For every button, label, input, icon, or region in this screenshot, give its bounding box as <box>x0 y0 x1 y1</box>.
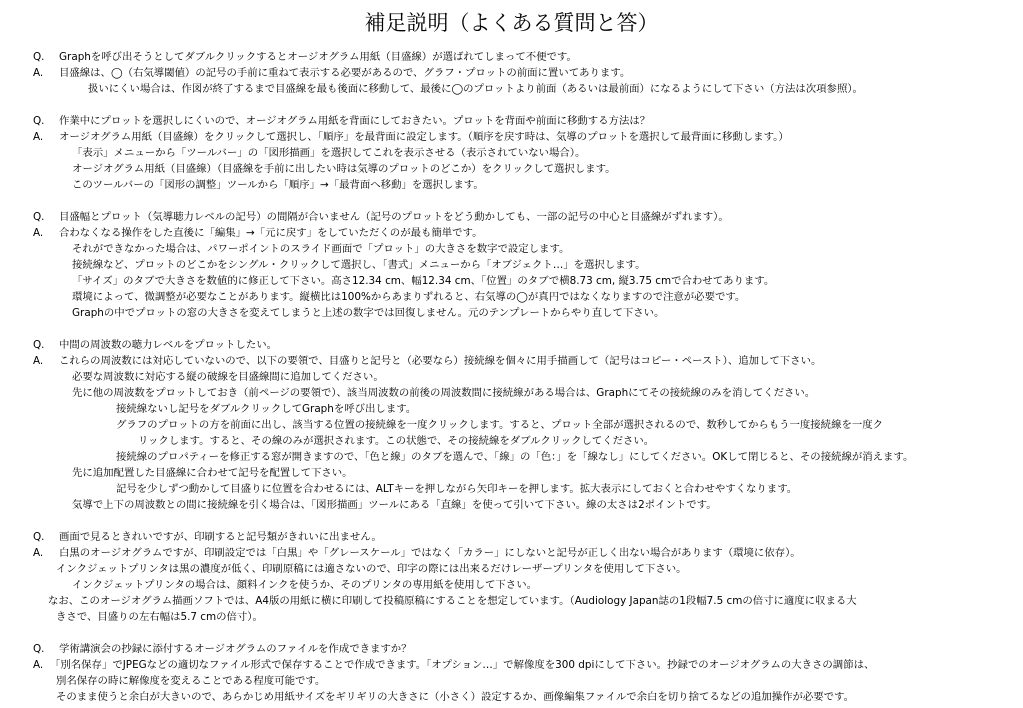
page-title: 補足説明（よくある質問と答） <box>364 11 659 35</box>
question-text: 目盛幅とプロット（気導聴力レベルの記号）の間隔が合いません（記号のプロットをどう動かしても、一部の記号の中心と目盛線がずれます）。 <box>59 211 729 223</box>
answer-5-line-2: インクジェットプリンタは黒の濃度が低く、印刷原稿には適さないので、印字の際には出来るだけレーザープリンタを使用して下さい。 <box>56 563 687 575</box>
a-marker: A. <box>33 131 44 143</box>
q-marker: Q. <box>33 339 45 351</box>
answer-5-line-5: きさで、目盛りの左右幅は5.7 cmの倍寸）。 <box>56 611 263 623</box>
question-1 <box>33 50 577 65</box>
q-marker: Q. <box>33 211 45 223</box>
answer-text: 目盛線は、◯（右気導閾値）の記号の手前に重ねて表示する必要があるので、グラフ・プロットの前面に置いてあります。 <box>59 67 631 79</box>
question-5 <box>33 530 382 545</box>
answer-4-line-9: 記号を少しずつ動かして目盛りに位置を合わせるには、ALTキーを押しながら矢印キーを押します。拡大表示にしておくと合わせやすくなります。 <box>116 483 798 495</box>
a-marker: A. <box>33 355 44 367</box>
answer-2-line-3: オージオグラム用紙（目盛線）（目盛線を手前に出したい時は気導のプロットのどこか）をクリックして選択します。 <box>72 163 616 175</box>
a-marker: A. <box>33 547 44 559</box>
answer-5-line-4: なお、このオージオグラム描画ソフトでは、A4版の用紙に横に印刷して投稿原稿にすることを想定しています。（Audiology Japan誌の1段幅7.5 cmの倍寸に適度に収まる大 <box>48 595 857 607</box>
answer-3-line-4: 「サイズ」のタブで大きさを数値的に修正して下さい。高さ12.34 cm、幅12.34 cm、「位置」のタブで横8.73 cm, 縦3.75 cmで合わせてあります。 <box>72 275 775 287</box>
answer-text: 白黒のオージオグラムですが、印刷設定では「白黒」や「グレースケール」ではなく「カラー」にしないと記号が正しく出ない場合があります（環境に依存）。 <box>59 547 801 559</box>
answer-4-line-10: 気導で上下の周波数との間に接続線を引く場合は、「図形描画」ツールにある「直線」を使って引いて下さい。線の太さは2ポイントです。 <box>72 499 717 511</box>
answer-3-line-1 <box>33 226 483 241</box>
answer-3-line-6: Graphの中でプロットの窓の大きさを変えてしまうと上述の数字では回復しません。元のテンプレートからやり直して下さい。 <box>72 307 665 319</box>
answer-3-line-3: 接続線など、プロットのどこかをシングル・クリックして選択し、「書式」メニューから「オブジェクト…」を選択します。 <box>72 259 646 271</box>
question-text: 学術講演会の抄録に添付するオージオグラムのファイルを作成できますか？ <box>59 643 412 655</box>
answer-2-line-2: 「表示」メニューから「ツールバー」の「図形描画」を選択してこれを表示させる（表示されていない場合）。 <box>72 147 586 159</box>
answer-4-line-1 <box>33 354 821 369</box>
answer-2-line-4: このツールバーの「図形の調整」ツールから「順序」→「最背面へ移動」を選択します。 <box>72 179 484 191</box>
answer-text: これらの周波数には対応していないので、以下の要領で、目盛りと記号と（必要なら）接続線を個々に用手描画して（記号はコピー・ペースト）、追加して下さい。 <box>59 355 822 367</box>
answer-1-line-2: 扱いにくい場合は、作図が終了するまで目盛線を最も後面に移動して、最後に◯のプロットより前面（あるいは最前面）になるようにして下さい（方法は次項参照）。 <box>88 83 863 95</box>
answer-text: 「別名保存」でJPEGなどの適切なファイル形式で保存することで作成できます。「オプション…」で解像度を300 dpiにして下さい。抄録でのオージオグラムの大きさの調節は、 <box>50 659 875 671</box>
question-6 <box>33 642 412 657</box>
answer-4-line-8: 先に追加配置した目盛線に合わせて記号を配置して下さい。 <box>72 467 353 479</box>
answer-1-line-1 <box>33 66 630 81</box>
question-4 <box>33 338 277 353</box>
answer-4-line-2: 必要な周波数に対応する縦の破線を目盛線間に追加してください。 <box>72 371 384 383</box>
answer-3-line-2: それができなかった場合は、パワーポイントのスライド画面で「プロット」の大きさを数字で設定します。 <box>72 243 570 255</box>
answer-4-line-3: 先に他の周波数をプロットしておき（前ページの要領で）、該当周波数の前後の周波数間に接続線がある場合は、Graphにてその接続線のみを消してください。 <box>72 387 816 399</box>
answer-2-line-1 <box>33 130 789 145</box>
answer-4-line-7: 接続線のプロパティーを修正する窓が開きますので、「色と線」のタブを選んで、「線」の「色：」を「線なし」にしてください。OKして閉じると、その接続線が消えます。 <box>116 451 914 463</box>
question-text: 作業中にプロットを選択しにくいので、オージオグラム用紙を背面にしておきたい。プロットを背面や前面に移動する方法は？ <box>59 115 651 127</box>
question-text: Graphを呼び出そうとしてダブルクリックするとオージオグラム用紙（目盛線）が選ばれてしまって不便です。 <box>59 51 577 63</box>
question-text: 画面で見るときれいですが、印刷すると記号類がきれいに出ません。 <box>59 531 382 543</box>
answer-5-line-3: インクジェットプリンタの場合は、顔料インクを使うか、そのプリンタの専用紙を使用して下さい。 <box>72 579 537 591</box>
answer-text: オージオグラム用紙（目盛線）をクリックして選択し、「順序」を最背面に設定します。（順序を戻す時は、気導のプロットを選択して最背面に移動します。） <box>59 131 789 143</box>
a-marker: A. <box>33 659 44 671</box>
q-marker: Q. <box>33 531 45 543</box>
answer-6-line-1 <box>33 658 874 673</box>
answer-4-line-4: 接続線ないし記号をダブルクリックしてGraphを呼び出します。 <box>116 403 417 415</box>
a-marker: A. <box>33 67 44 79</box>
question-2 <box>33 114 650 129</box>
a-marker: A. <box>33 227 44 239</box>
question-text: 中間の周波数の聴力レベルをプロットしたい。 <box>59 339 277 351</box>
question-3 <box>33 210 729 225</box>
answer-4-line-6: リックします。すると、その線のみが選択されます。この状態で、その接続線をダブルクリックしてください。 <box>138 435 655 447</box>
answer-5-line-1 <box>33 546 801 561</box>
answer-3-line-5: 環境によって、微調整が必要なことがあります。縦横比は100%からあまりずれると、右気導の◯が真円ではなくなりますので注意が必要です。 <box>72 291 746 303</box>
answer-4-line-5: グラフのプロットの方を前面に出し、該当する位置の接続線を一度クリックします。すると、プロット全部が選択されるので、数秒してからもう一度接続線を一度ク <box>116 419 884 431</box>
q-marker: Q. <box>33 115 45 127</box>
q-marker: Q. <box>33 643 45 655</box>
q-marker: Q. <box>33 51 45 63</box>
answer-text: 合わなくなる操作をした直後に「編集」→「元に戻す」をしていただくのが最も簡単です。 <box>59 227 483 239</box>
answer-6-line-3: そのまま使うと余白が大きいので、あらかじめ用紙サイズをギリギリの大きさに（小さく）設定するか、画像編集ファイルで余白を切り捨てるなどの追加操作が必要です。 <box>56 691 854 703</box>
answer-6-line-2: 別名保存の時に解像度を変えることである程度可能です。 <box>56 675 326 687</box>
